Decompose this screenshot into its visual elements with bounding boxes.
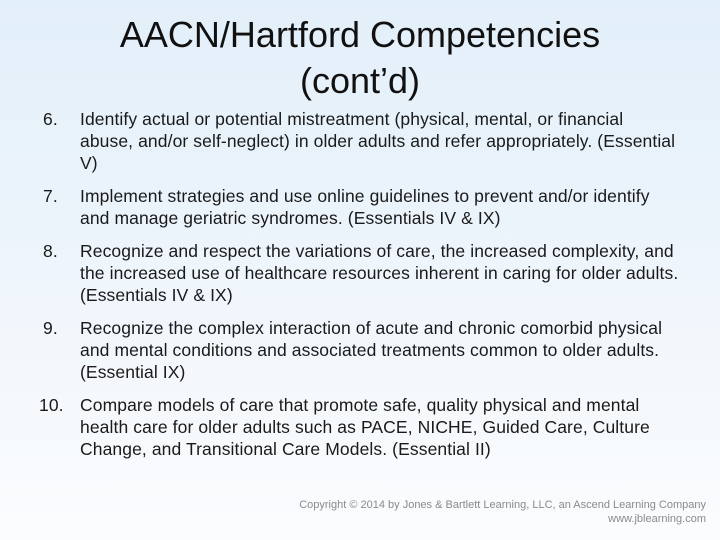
competency-item-9 — [40, 317, 680, 383]
item-text: Implement strategies and use online guidelines to prevent and/or identify and manage geriatric syndromes. (Essentials IV & IX) — [80, 186, 650, 228]
item-number: 6. — [43, 109, 58, 129]
item-text: Identify actual or potential mistreatment (physical, mental, or financial abuse, and/or self-neglect) in older adults and refer appropriately. (Essential V) — [80, 109, 676, 173]
item-number: 8. — [43, 241, 58, 261]
slide-title — [60, 12, 660, 104]
publisher-url: www.jblearning.com — [608, 513, 706, 525]
competency-item-7 — [40, 185, 680, 229]
copyright-text: Copyright © 2014 by Jones & Bartlett Learning, LLC, an Ascend Learning Company — [299, 499, 706, 511]
item-number: 7. — [43, 186, 58, 206]
item-text: Recognize and respect the variations of care, the increased complexity, and the increased use of healthcare resources inherent in caring for older adults. (Essentials IV & IX) — [80, 241, 679, 305]
item-text: Recognize the complex interaction of acute and chronic comorbid physical and mental conditions and associated treatments common to older adults. (Essential IX) — [80, 318, 663, 382]
copyright-notice — [299, 498, 706, 526]
item-number: 10. — [39, 395, 64, 415]
item-number: 9. — [43, 318, 58, 338]
item-text: Compare models of care that promote safe, quality physical and mental health care for older adults such as PACE, NICHE, Guided Care, Culture Change, and Transitional Care Models. (Essential II) — [80, 395, 650, 459]
competency-list — [40, 108, 680, 471]
slide-title-line-2: (cont’d) — [299, 60, 421, 101]
competency-item-10 — [40, 394, 680, 460]
competency-item-8 — [40, 240, 680, 306]
competency-item-6 — [40, 108, 680, 174]
slide-title-line-1: AACN/Hartford Competencies — [119, 14, 601, 55]
